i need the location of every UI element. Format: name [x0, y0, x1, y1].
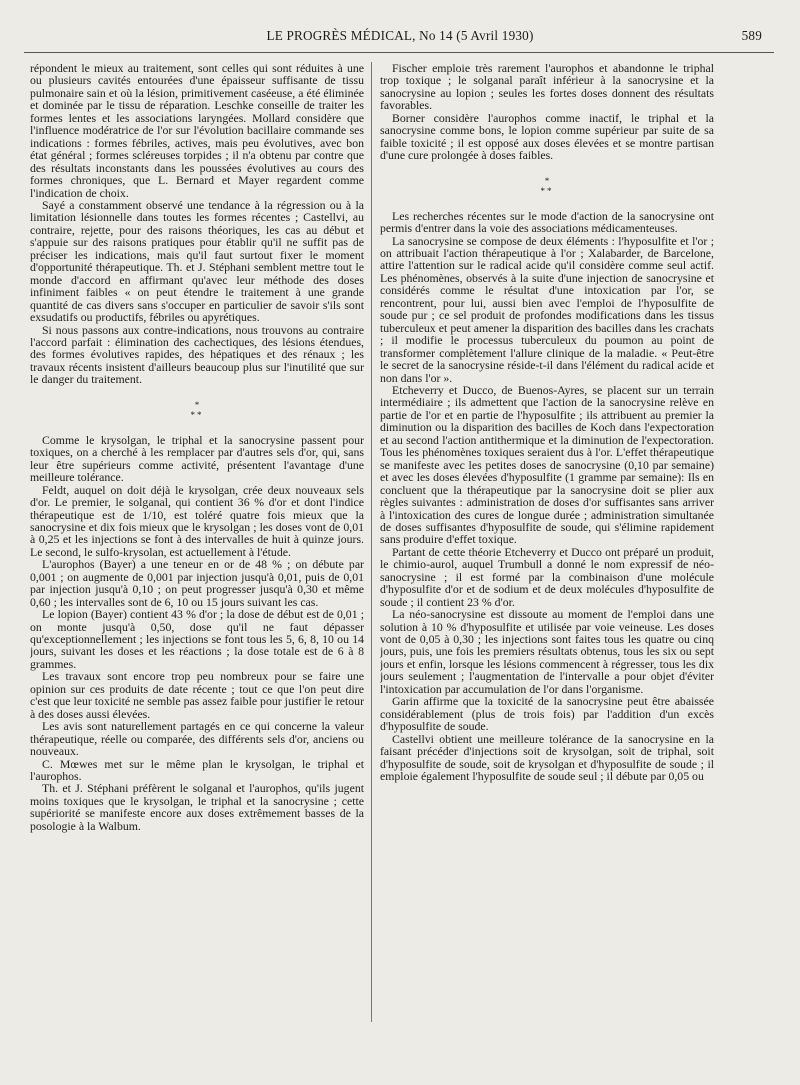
paragraph: Sayé a constamment observé une tendance à la régression ou à la limitation lésionnelle dans toutes les formes récentes ; Castellvi, au contraire, rejette, pour des raisons théoriques, les cas au début et s'appuie sur des raisons pratiques pour établir qu'il ne suffit pas de préciser les indications, mais qu'il faut surtout fixer le moment d'opportunité thérapeutique. Th. et J. Stéphani semblent mettre tout le monde d'accord en affirmant qu'avec leur méthode des doses infiniment faibles « on peut étendre le traitement à une grande quantité de cas divers sans s'occuper en particulier de savoir s'ils sont exsudatifs ou productifs, fébriles ou apyrétiques. — [30, 197, 364, 325]
paragraph: Partant de cette théorie Etcheverry et Ducco ont préparé un produit, le chimio-aurol, auquel Trumbull a donné le nom expressif de néo-sanocrysine ; il est formé par la combinaison d'une molécule d'hyposulfite d'or et de sodium et de deux molécules d'hyposulfite de soude ; il contient 23 % d'or. — [380, 544, 714, 609]
page-number: 589 — [741, 28, 762, 43]
paragraph: Garin affirme que la toxicité de la sanocrysine peut être abaissée considérablement (plus de trois fois) par l'addition d'un excès d'hyposulfite de soude. — [380, 694, 714, 734]
column-divider — [371, 62, 372, 1022]
section-separator — [30, 400, 364, 420]
journal-title: LE PROGRÈS MÉDICAL, No 14 (5 Avril 1930) — [266, 28, 534, 43]
paragraph: La sanocrysine se compose de deux éléments : l'hyposulfite et l'or ; on attribuait l'action thérapeutique à l'or ; Xalabarder, de Barcelone, attire l'attention sur le radical acide qu'il considère comme seul actif. Les phénomènes, observés à la suite d'une injection de sanocrysine et considérés comme le résultat d'une intoxication par l'or, se rencontrent, pour lui, aussi bien avec l'emploi de l'hyposulfite de soude pur ; ce sel produit de profondes modifications dans les tissus tuberculeux et peut amener la disparition des bacilles dans les crachats ; il modifie le processus tuberculeux du poumon au point de transformer complètement l'allure clinique de la maladie. « Peut-être le secret de la sanocrysine réside-t-il dans l'élément du radical acide et non dans l'or ». — [380, 233, 714, 385]
left-column — [30, 62, 364, 1082]
paragraph: L'aurophos (Bayer) a une teneur en or de 48 % ; on débute par 0,001 ; on augmente de 0,001 par injection jusqu'à 0,01, puis de 0,01 par injection jusqu'à 0,10 ; on peut progresser jusqu'à 0,30 et même 0,60 ; les intervalles sont de 6, 10 ou 15 jours suivant les cas. — [30, 557, 364, 609]
paragraph: Etcheverry et Ducco, de Buenos-Ayres, se placent sur un terrain intermédiaire ; ils admettent que l'action de la sanocrysine relève en partie de l'or et en partie de l'hyposulfite ; ils attribuent au premier la diminution ou la disparition des bacilles de Koch dans l'expectoration et au second l'action antithermique et la diminution de l'expectoration. Tous les phénomènes toxiques seraient dus à l'or. L'effet thérapeutique se manifeste avec les petites doses de sanocrysine (0,10 par semaine) et avec les doses élevées d'hyposulfite (1 gramme par semaine): Ils en concluent que la thérapeutique par la sanocrysine doit se plier aux règles suivantes : administration de doses d'or suffisantes sans arriver à l'intoxication des cures de longue durée ; administration simultanée de doses suffisantes d'hyposulfite de soude, qui s'élimine rapidement sans produire d'effet toxique. — [380, 382, 714, 547]
paragraph: Comme le krysolgan, le triphal et la sanocrysine passent pour toxiques, on a cherché à les remplacer par d'autres sels d'or, qui, sans leur être supérieurs comme activité, présentent l'avantage d'une meilleure tolérance. — [30, 432, 364, 485]
paragraph: Les recherches récentes sur le mode d'action de la sanocrysine ont permis d'entrer dans la voie des associations médicamenteuses. — [380, 208, 714, 236]
paragraph: Les travaux sont encore trop peu nombreux pour se faire une opinion sur ces produits de date récente ; tout ce que l'on peut dire c'est que leur toxicité ne semble pas assez faible pour justifier le retour à des doses aussi élevées. — [30, 669, 364, 721]
paragraph: Th. et J. Stéphani préfèrent le solganal et l'aurophos, qu'ils jugent moins toxiques que le krysolgan, le triphal et la sanocrysine ; cette supériorité se manifeste encore aux doses extrêmement basses de la posologie à la Walbum. — [30, 781, 364, 833]
separator-asterisk: * — [544, 175, 550, 186]
paragraph: La néo-sanocrysine est dissoute au moment de l'emploi dans une solution à 10 % d'hyposulfite et utilisée par voie veineuse. Les doses vont de 0,05 à 0,30 ; les injections sont faites tous les quatre ou cinq jours, puis, une fois les premiers résultats obtenus, tous les six ou sept jours et enfin, lorsque les lésions commencent à régresser, tous les dix jours seulement ; l'augmentation de l'intervalle a pour objet d'éviter l'intoxication par accumulation de l'or dans l'organisme. — [380, 607, 714, 696]
paragraph: Les avis sont naturellement partagés en ce qui concerne la valeur thérapeutique, réelle ou comparée, des différents sels d'or, anciens ou nouveaux. — [30, 719, 364, 759]
paragraph: C. Mœwes met sur le même plan le krysolgan, le triphal et l'aurophos. — [30, 756, 364, 784]
separator-asterisks: ** — [190, 409, 204, 420]
paragraph: Fischer emploie très rarement l'aurophos et abandonne le triphal trop toxique ; le solganal paraît inférieur à la sanocrysine et la sanocrysine au lopion ; seules les fortes doses donnent des résultats favorables. — [380, 62, 714, 113]
paragraph: Feldt, auquel on doit déjà le krysolgan, crée deux nouveaux sels d'or. Le premier, le solganal, qui contient 36 % d'or et dont l'indice thérapeutique est de 1/10, est toléré quatre fois mieux que la sanocrysine et dix fois mieux que le krysolgan ; les doses vont de 0,01 à 0,25 et les injections se font à des intervalles de huit à quinze jours. Le second, le sulfo-krysolan, est actuellement à l'étude. — [30, 482, 364, 559]
separator-asterisks: ** — [540, 185, 554, 196]
paragraph: Si nous passons aux contre-indications, nous trouvons au contraire l'accord parfait : élimination des cachectiques, des lésions étendues, des formes évolutives rapides, des hépatiques et des rénaux ; les travaux récents insistent d'ailleurs beaucoup plus sur l'inutilité que sur le danger du traitement. — [30, 322, 364, 387]
paragraph: Borner considère l'aurophos comme inactif, le triphal et la sanocrysine comme bons, le lopion comme supérieur par suite de sa faible toxicité ; il est opposé aux doses élevées et se montre partisan d'une cure prolongée à doses faibles. — [380, 110, 714, 163]
header-rule — [24, 52, 774, 53]
running-header — [0, 28, 800, 50]
paragraph: répondent le mieux au traitement, sont celles qui sont réduites à une ou plusieurs cavités entourées d'une épaisseur suffisante de tissu pulmonaire sain et où la lésion, primitivement caséeuse, a été éliminée et dominée par le tissu de réparation. Leschke conseille de traiter les formes lentes et les associations laryngées. Mollard considère que l'influence modératrice de l'or sur l'évolution bacillaire commande ses indications : formes fébriles, actives, mais peu évolutives, avec bon état général ; formes scléreuses torpides ; il n'a obtenu par contre que des résultats inconstants dans les poussées évolutives au cours des formes chroniques, que L. Bernard et Mayer regardent comme l'indication de choix. — [30, 62, 364, 200]
right-column — [380, 62, 714, 1082]
separator-asterisk: * — [194, 399, 200, 410]
section-separator — [380, 176, 714, 196]
paragraph: Castellvi obtient une meilleure tolérance de la sanocrysine en la faisant précéder d'injections soit de krysolgan, soit de triphal, soit d'hyposulfite de soude, soit de krysolgan et d'hyposulfite de soude ; il emploie également l'hyposulfite de soude seul ; il débute par 0,05 ou — [380, 731, 714, 784]
paragraph: Le lopion (Bayer) contient 43 % d'or ; la dose de début est de 0,01 ; on monte jusqu'à 0,50, dose qu'il ne faut dépasser qu'exceptionnellement ; les injections se font tous les 5, 6, 8, 10 ou 14 jours, suivant les doses et les réactions ; la dose totale est de 6 à 8 grammes. — [30, 607, 364, 671]
